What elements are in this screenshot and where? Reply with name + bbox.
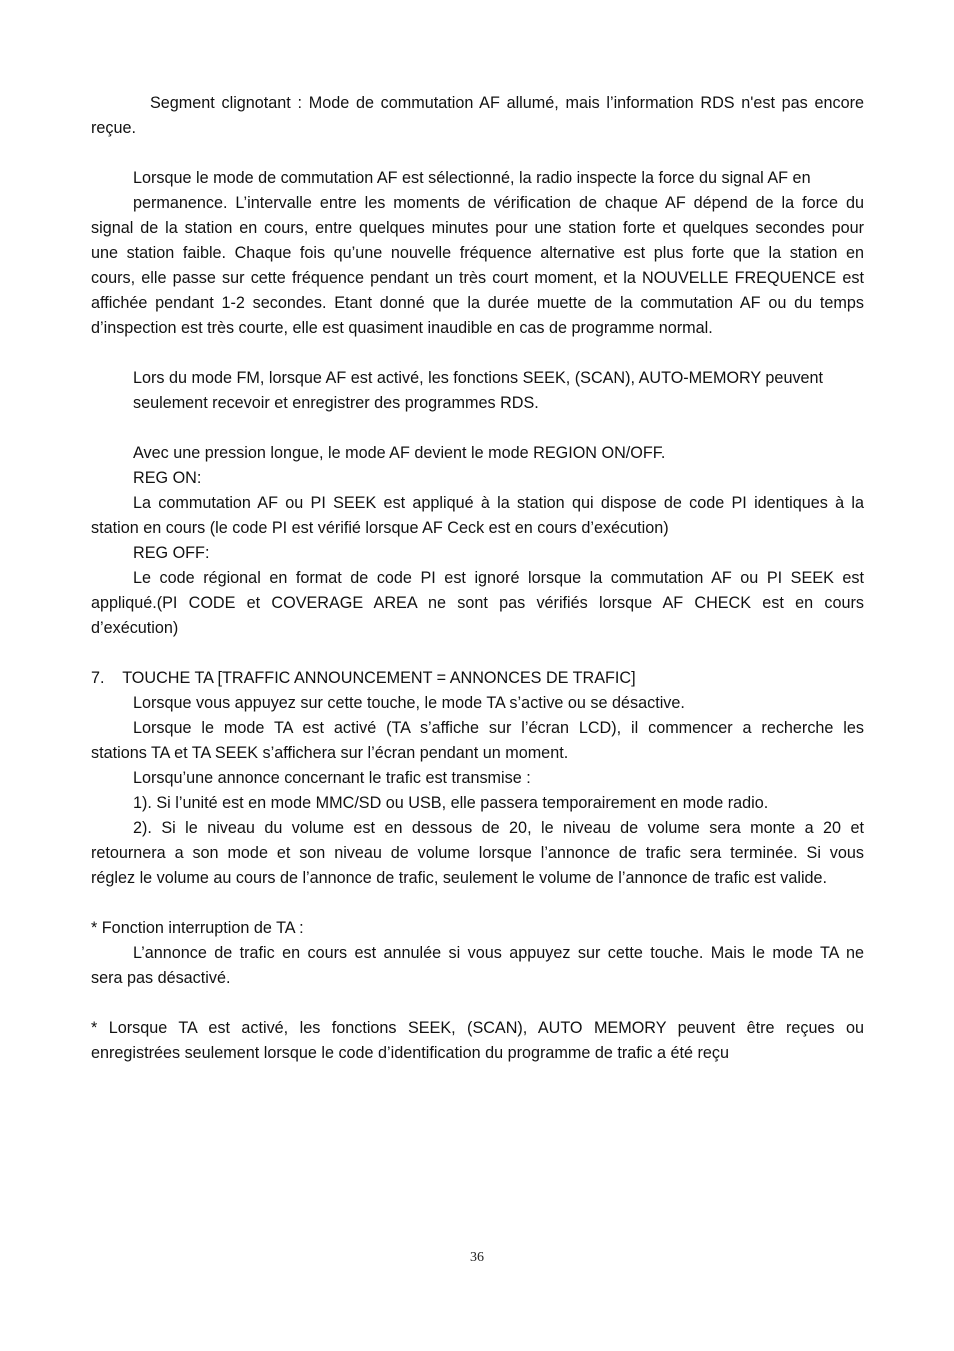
text-line: seulement recevoir et enregistrer des programmes RDS.: [133, 394, 539, 412]
text-line: Le code régional en format de code PI est ignoré lorsque la commutation AF ou PI SEEK est: [133, 569, 864, 587]
text-line: L’annonce de trafic en cours est annulée si vous appuyez sur cette touche. Mais le mode TA ne: [133, 944, 864, 962]
text-line: d’exécution): [91, 619, 179, 637]
text-line: Lorsque vous appuyez sur cette touche, le mode TA s’active ou se désactive.: [133, 694, 685, 712]
text-line: signal de la station en cours, entre quelques minutes pour une station forte et quelques secondes pour: [91, 219, 864, 237]
text-line: La commutation AF ou PI SEEK est appliqué à la station qui dispose de code PI identiques à la: [133, 494, 864, 512]
text-line: enregistrées seulement lorsque le code d’identification du programme de trafic a été reçu: [91, 1044, 729, 1062]
text-line: Lorsqu’une annonce concernant le trafic est transmise :: [133, 769, 531, 787]
text-line: une station faible. Chaque fois qu’une nouvelle fréquence alternative est plus forte que la station en: [91, 244, 864, 262]
text-line: REG ON:: [133, 469, 202, 487]
text-line: reçue.: [91, 119, 136, 137]
text-line: permanence. L’intervalle entre les moments de vérification de chaque AF dépend de la force du: [133, 194, 864, 212]
text-line: d’inspection est très courte, elle est quasiment inaudible en cas de programme normal.: [91, 319, 713, 337]
text-line: stations TA et TA SEEK s’affichera sur l’écran pendant un moment.: [91, 744, 569, 762]
text-line: 1). Si l’unité est en mode MMC/SD ou USB, elle passera temporairement en mode radio.: [133, 794, 769, 812]
text-line: réglez le volume au cours de l’annonce de trafic, seulement le volume de l’annonce de trafic est valide.: [91, 869, 828, 887]
text-line: REG OFF:: [133, 544, 210, 562]
text-line: appliqué.(PI CODE et COVERAGE AREA ne sont pas vérifiés lorsque AF CHECK est en cours: [91, 594, 864, 612]
page-number: 36: [470, 1250, 484, 1265]
text-line: retournera a son mode et son niveau de volume lorsque l’annonce de trafic sera terminée. Si vous: [91, 844, 864, 862]
text-line: * Fonction interruption de TA :: [91, 919, 304, 937]
text-line: Segment clignotant : Mode de commutation AF allumé, mais l’information RDS n'est pas encore: [150, 94, 864, 112]
text-line: sera pas désactivé.: [91, 969, 231, 987]
text-line: Lorsque le mode TA est activé (TA s’affiche sur l’écran LCD), il commencer a recherche les: [133, 719, 864, 737]
text-line: * Lorsque TA est activé, les fonctions SEEK, (SCAN), AUTO MEMORY peuvent être reçues ou: [91, 1019, 864, 1037]
section-heading: 7. TOUCHE TA [TRAFFIC ANNOUNCEMENT = ANNONCES DE TRAFIC]: [91, 669, 636, 687]
text-line: Lorsque le mode de commutation AF est sélectionné, la radio inspecte la force du signal AF en: [133, 169, 811, 187]
text-line: affichée pendant 1-2 secondes. Etant donné que la durée muette de la commutation AF ou du temps: [91, 294, 864, 312]
text-line: 2). Si le niveau du volume est en dessous de 20, le niveau de volume sera monte a 20 et: [133, 819, 864, 837]
text-line: cours, elle passe sur cette fréquence pendant un très court moment, et la NOUVELLE FREQUENCE est: [91, 269, 864, 287]
text-line: Avec une pression longue, le mode AF devient le mode REGION ON/OFF.: [133, 444, 666, 462]
text-line: station en cours (le code PI est vérifié lorsque AF Ceck est en cours d’exécution): [91, 519, 669, 537]
text-line: Lors du mode FM, lorsque AF est activé, les fonctions SEEK, (SCAN), AUTO-MEMORY peuvent: [133, 369, 824, 387]
